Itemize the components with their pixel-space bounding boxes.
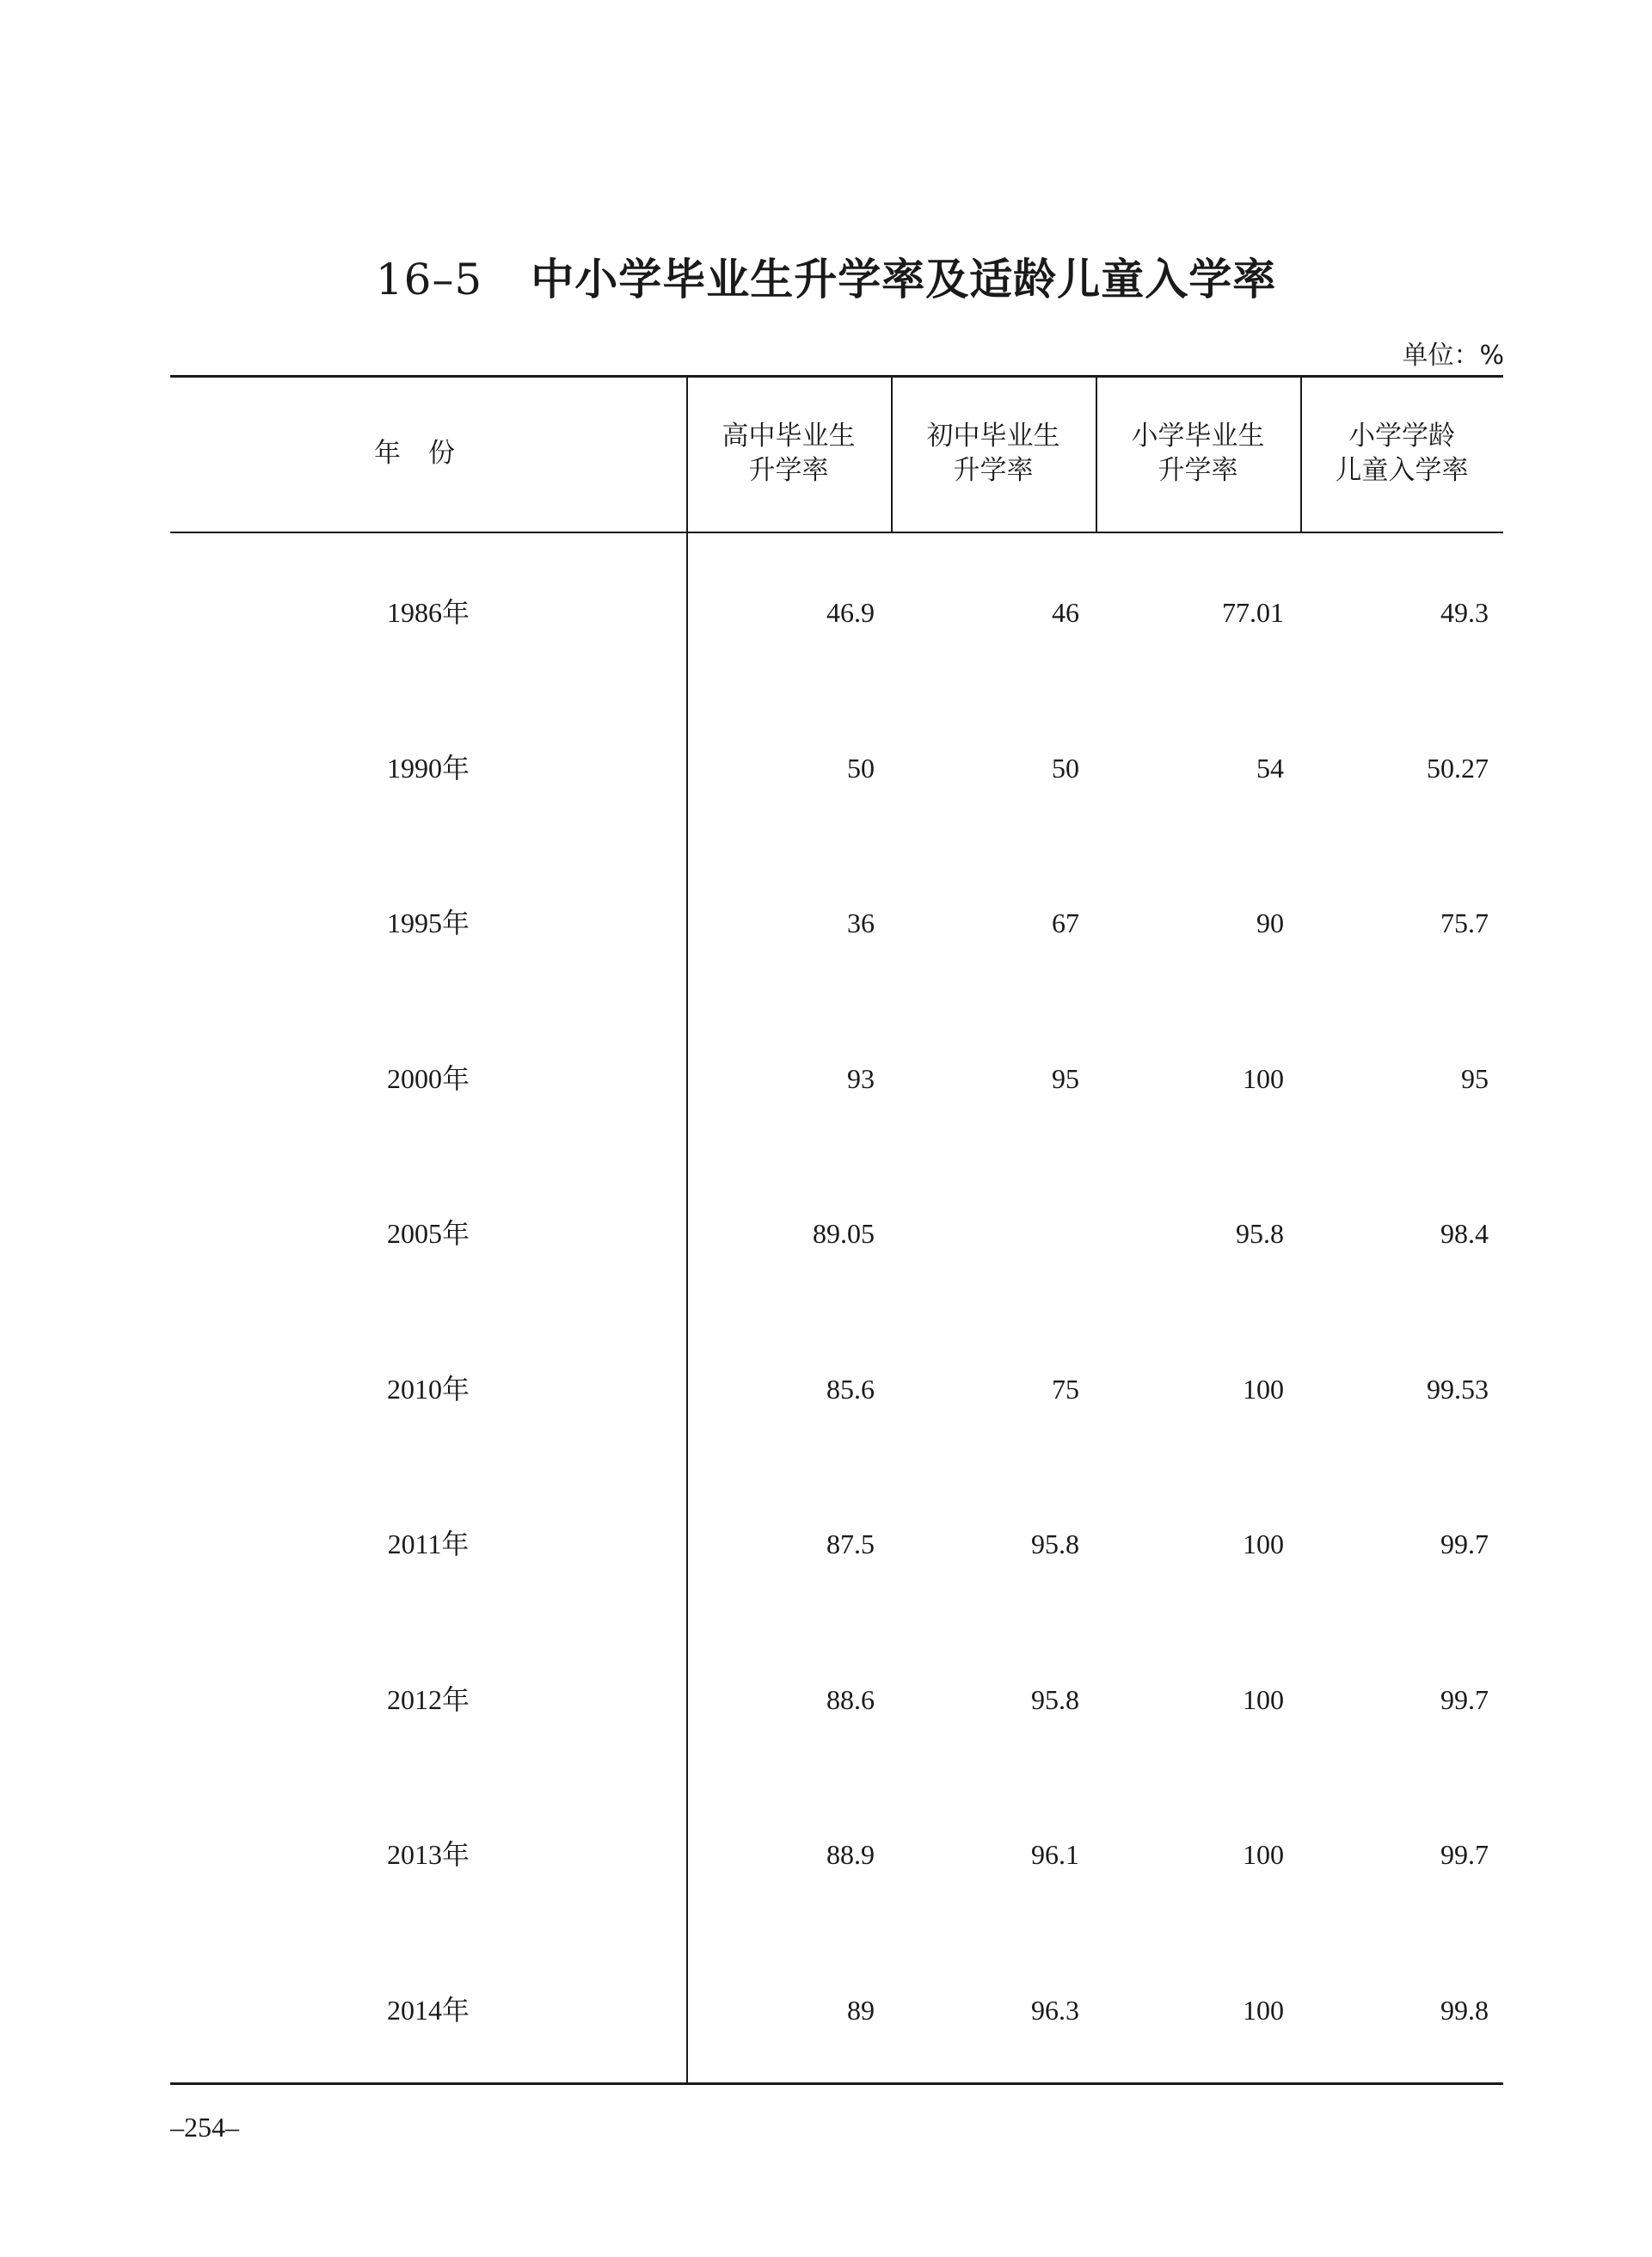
year-cell: 2010年 — [386, 1373, 470, 1405]
table-row — [170, 897, 1503, 949]
value-cell-c2: 50 — [1052, 752, 1079, 784]
year-cell: 2012年 — [386, 1683, 470, 1715]
value-cell-c3: 100 — [1243, 1994, 1284, 2026]
header-col3-line2: 升学率 — [1158, 455, 1238, 486]
header-col-junior-high — [891, 375, 1096, 532]
year-cell: 1986年 — [386, 597, 470, 628]
value-cell-c1: 89.05 — [813, 1218, 875, 1249]
value-cell-c1: 88.6 — [826, 1683, 875, 1715]
value-cell-c2: 95.8 — [1031, 1683, 1079, 1715]
value-cell-c4: 95 — [1461, 1062, 1489, 1094]
header-col1-line1: 高中毕业生 — [722, 421, 856, 452]
value-cell-c4: 49.3 — [1440, 597, 1489, 628]
table-row — [170, 1053, 1503, 1104]
value-cell-c2: 67 — [1052, 907, 1079, 938]
value-cell-c1: 36 — [847, 907, 875, 938]
value-cell-c4: 75.7 — [1440, 907, 1489, 938]
value-cell-c2: 75 — [1052, 1373, 1079, 1405]
year-cell: 1990年 — [386, 752, 470, 784]
header-col2-line1: 初中毕业生 — [926, 421, 1060, 452]
table-title-text: 中小学毕业生升学率及适龄儿童入学率 — [531, 255, 1277, 304]
year-cell: 2000年 — [386, 1062, 470, 1094]
header-col-primary — [1096, 375, 1300, 532]
year-cell: 2011年 — [387, 1528, 470, 1559]
value-cell-c1: 93 — [847, 1062, 875, 1094]
page-title — [0, 245, 1652, 307]
value-cell-c2: 95 — [1052, 1062, 1079, 1094]
header-year — [170, 375, 686, 532]
value-cell-c3: 54 — [1256, 752, 1284, 784]
table-bottom-rule — [170, 2082, 1503, 2085]
value-cell-c3: 90 — [1256, 907, 1284, 938]
value-cell-c4: 99.7 — [1440, 1528, 1489, 1559]
year-cell: 2005年 — [386, 1218, 470, 1249]
value-cell-c3: 77.01 — [1222, 597, 1284, 628]
table-row — [170, 587, 1503, 638]
value-cell-c3: 100 — [1243, 1839, 1284, 1870]
header-col1-line2: 升学率 — [748, 455, 829, 486]
header-year-label: 年份 — [374, 438, 482, 469]
value-cell-c3: 100 — [1243, 1373, 1284, 1405]
year-cell: 2013年 — [386, 1839, 470, 1870]
value-cell-c3: 100 — [1243, 1683, 1284, 1715]
unit-label: 单位：% — [1402, 341, 1504, 371]
value-cell-c2: 96.1 — [1031, 1839, 1079, 1870]
value-cell-c3: 100 — [1243, 1062, 1284, 1094]
header-col-senior-high — [686, 375, 891, 532]
value-cell-c1: 46.9 — [826, 597, 875, 628]
header-col-enrollment — [1300, 375, 1503, 532]
value-cell-c4: 98.4 — [1440, 1218, 1489, 1249]
table-row — [170, 742, 1503, 794]
header-col4-line2: 儿童入学率 — [1335, 455, 1469, 486]
table-row — [170, 1518, 1503, 1570]
value-cell-c1: 50 — [847, 752, 875, 784]
table-row — [170, 1208, 1503, 1259]
value-cell-c4: 99.7 — [1440, 1839, 1489, 1870]
year-cell: 2014年 — [386, 1994, 470, 2026]
value-cell-c4: 99.53 — [1427, 1373, 1489, 1405]
table-header-rule — [170, 532, 1503, 533]
value-cell-c4: 99.8 — [1440, 1994, 1489, 2026]
value-cell-c3: 100 — [1243, 1528, 1284, 1559]
page-number: –254– — [170, 2112, 239, 2143]
value-cell-c1: 89 — [847, 1994, 875, 2026]
table-row — [170, 1829, 1503, 1880]
table-row — [170, 1674, 1503, 1725]
value-cell-c1: 88.9 — [826, 1839, 875, 1870]
value-cell-c4: 99.7 — [1440, 1683, 1489, 1715]
value-cell-c1: 87.5 — [826, 1528, 875, 1559]
table-row — [170, 1984, 1503, 2036]
header-col3-line1: 小学毕业生 — [1131, 421, 1265, 452]
value-cell-c3: 95.8 — [1236, 1218, 1284, 1249]
value-cell-c2: 95.8 — [1031, 1528, 1079, 1559]
table-number: 16–5 — [375, 255, 483, 304]
year-cell: 1995年 — [386, 907, 470, 938]
value-cell-c1: 85.6 — [826, 1373, 875, 1405]
header-col2-line2: 升学率 — [953, 455, 1034, 486]
value-cell-c2: 46 — [1052, 597, 1079, 628]
value-cell-c4: 50.27 — [1427, 752, 1489, 784]
header-col4-line1: 小学学龄 — [1348, 421, 1455, 452]
value-cell-c2: 96.3 — [1031, 1994, 1079, 2026]
table-row — [170, 1363, 1503, 1415]
